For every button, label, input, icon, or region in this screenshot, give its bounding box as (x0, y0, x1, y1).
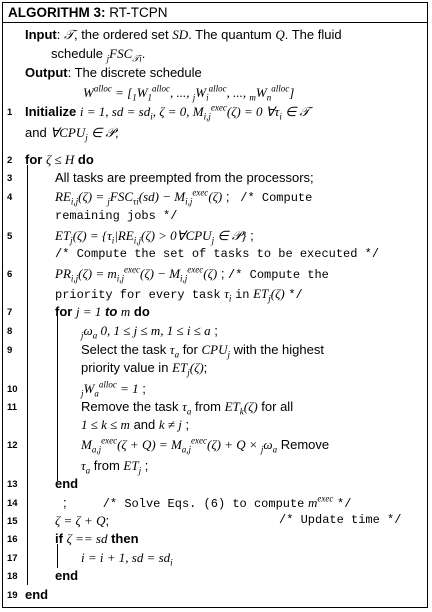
line-number: 1 (7, 107, 13, 118)
select-line-2: priority value in $ET_j(\zeta)$; (81, 360, 208, 378)
line-number: 3 (7, 173, 13, 184)
line-number: 18 (7, 571, 18, 582)
re-comment: remaining jobs */ (55, 209, 178, 223)
end-inner-for: end (55, 476, 79, 491)
line-number: 13 (7, 479, 18, 490)
line-number: 10 (7, 384, 18, 395)
line-number: 15 (7, 516, 18, 527)
output-formula: $W^{alloc} = [_1W_1^{alloc}$, ..., $_jW_i^{alloc}$, ..., $_mW_n^{alloc}$] (83, 83, 295, 103)
for-block-rule (27, 165, 28, 585)
end-if: end (55, 568, 79, 583)
line-number: 7 (7, 307, 13, 318)
time-comment: /* Update time */ (279, 513, 402, 527)
line-number: 12 (7, 440, 18, 451)
walloc-line: $_jW_a^{alloc} = 1$ ; (81, 379, 146, 399)
input-line: Input: 𝒯, the ordered set SD. The quantum Q. The fluid (25, 27, 342, 42)
algorithm-box (2, 2, 428, 608)
time-line: ζ = ζ + Q; (55, 513, 110, 528)
re-line: $RE_{i,j}(\zeta) = _jFSC_{\tau i}(sd) - M_{i,j}^{exec}(\zeta)$ ; /* Compute (55, 187, 313, 207)
line-number: 2 (7, 155, 13, 166)
inner-for-block-rule (57, 311, 58, 481)
line-number: 14 (7, 498, 18, 509)
et-line: $ET_j(\zeta) = \{\tau_i|RE_{i,j}(\zeta)$ > $0\forall CPU_j$ ∈ 𝒫} ; (55, 228, 254, 246)
line-number: 17 (7, 553, 18, 564)
algorithm-title: ALGORITHM 3: RT-TCPN (8, 5, 168, 20)
line-number: 11 (7, 402, 18, 413)
line-number: 19 (7, 590, 18, 601)
for-line: for ζ ≤ H do (25, 152, 94, 167)
algorithm-header (3, 3, 427, 23)
input-line-2: schedule $_jFSC_{𝒯i}$. (51, 46, 146, 64)
initialize-line: Initialize i = 1, sd = $sd_i$, ζ = 0, $M_{i,j}^{exec}(\zeta) = 0$ $\forall\tau_i$ ∈ 𝒯 (25, 102, 310, 122)
remove-line-2: 1 ≤ k ≤ m and k ≠ j ; (81, 417, 190, 432)
line-number: 16 (7, 534, 18, 545)
initialize-line-2: and $\forall CPU_j$ ∈ 𝒫; (25, 125, 119, 143)
if-line: if ζ == sd then (55, 531, 139, 546)
update-line-2: $\tau_a$ from $ET_j$ ; (81, 458, 149, 476)
remove-line: Remove the task $\tau_a$ from $ET_k(\zeta)$ for all (81, 399, 294, 417)
update-line: $M_{a,j}^{exec}(\zeta + Q) = M_{a,j}^{exec}(\zeta) + Q \times _j\omega_a$ Remove (81, 435, 330, 455)
line-number: 5 (7, 231, 13, 242)
solve-line: ; /* Solve Eqs. (6) to compute $m^{exec}$ */ (63, 493, 352, 511)
inner-for-line: for j = 1 to m do (55, 304, 150, 319)
line-number: 4 (7, 192, 13, 203)
et-comment: /* Compute the set of tasks to be executed */ (55, 247, 380, 261)
line-number: 8 (7, 326, 13, 337)
pr-line: $PR_{i,j}(\zeta) = m_{i,j}^{exec}(\zeta) - M_{i,j}^{exec}(\zeta)$ ; /* Compute the (55, 264, 329, 284)
line-number: 9 (7, 345, 13, 356)
omega-line: $_j\omega_a$ 0, 1 ≤ j ≤ m, 1 ≤ i ≤ a ; (81, 323, 218, 341)
select-line: Select the task $\tau_a$ for $CPU_j$ with the highest (81, 342, 324, 360)
line-number: 6 (7, 269, 13, 280)
if-block-rule (57, 544, 58, 568)
increment-line: i = i + 1, sd = $sd_i$ (81, 550, 173, 568)
preempt-line: All tasks are preempted from the processors; (55, 170, 314, 185)
output-line: Output: The discrete schedule (25, 65, 202, 80)
algorithm-name: RT-TCPN (109, 5, 168, 20)
end-for: end (25, 587, 49, 602)
pr-comment: priority for every task $\tau_i$ in $ET_j(\zeta)$ */ (55, 286, 303, 304)
